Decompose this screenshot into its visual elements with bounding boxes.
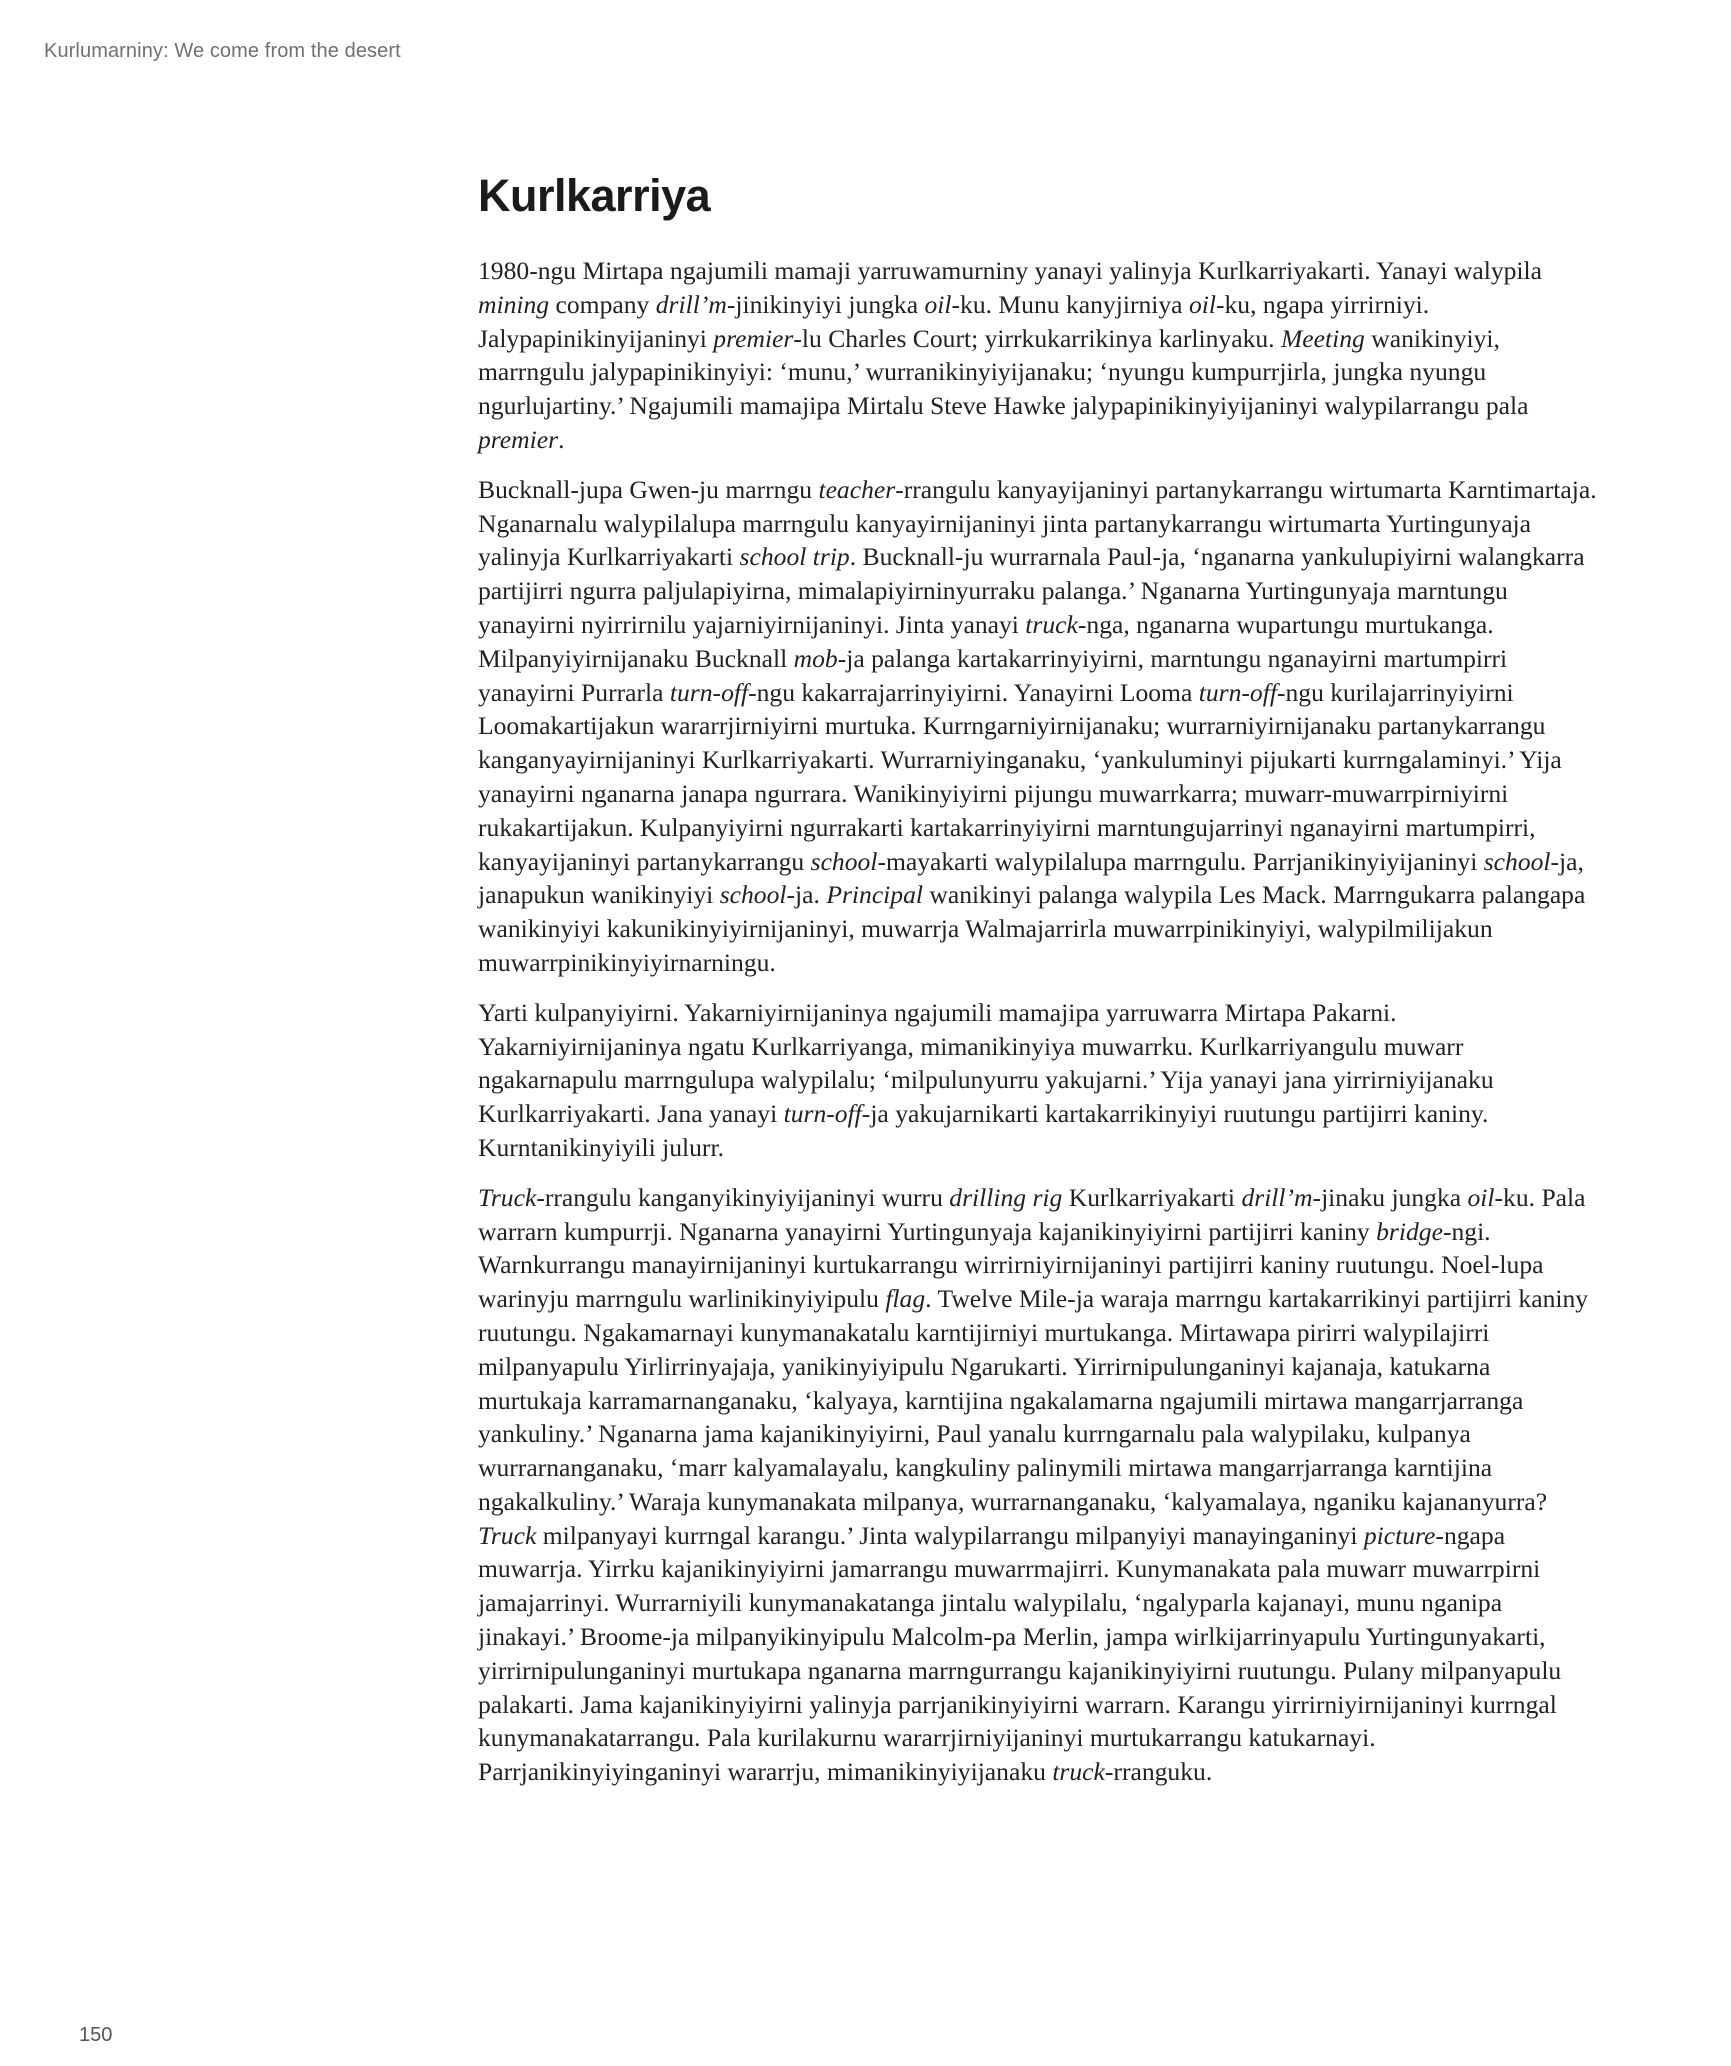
italic-term: premier [478, 424, 559, 454]
italic-term: oil [924, 289, 952, 319]
italic-term: mining [478, 289, 550, 319]
page-content [478, 168, 1598, 1805]
italic-term: teacher [818, 474, 896, 504]
italic-term: premier [713, 323, 794, 353]
italic-term: Truck [478, 1182, 537, 1212]
italic-term: oil [1188, 289, 1216, 319]
italic-term: drill’m [655, 289, 727, 319]
italic-term: turn-off [669, 677, 749, 707]
italic-term: drilling rig [949, 1182, 1063, 1212]
italic-term: Truck [478, 1520, 537, 1550]
italic-term: flag [885, 1284, 926, 1314]
italic-term: mob [793, 643, 838, 673]
italic-term: turn-off [783, 1099, 862, 1129]
italic-term: drill’m [1241, 1182, 1313, 1212]
body-paragraph: Yarti kulpanyiyirni. Yakarniyirnijaninya ngajumili mamajipa yarruwarra Mirtapa Pakarni. Yakarniyirnijaninya ngatu Kurlkarriyanga, mimanikinyiya muwarrku. Kurlkarriyangulu muwarr ngakarnapulu marrngulupa walypilalu; ‘milpulunyurru yakujarni.’ Yija yanayi jana yirrirniyijanaku Kurlkarriyakarti. Jana yanayi turn-off-ja yakujarnikarti kartakarrikinyiyi ruutungu partijirri kaniny. Kurntanikinyiyili julurr. [478, 997, 1494, 1162]
italic-term: Principal [826, 880, 923, 910]
chapter-title: Kurlkarriya [478, 170, 711, 221]
italic-term: school [810, 846, 878, 876]
italic-term: truck [1025, 609, 1078, 639]
italic-term: truck [1052, 1757, 1105, 1787]
italic-term: bridge [1376, 1216, 1443, 1246]
italic-term: school [719, 880, 787, 910]
italic-term: turn-off [1198, 677, 1277, 707]
body-paragraph: 1980-ngu Mirtapa ngajumili mamaji yarruwamurniny yanayi yalinyja Kurlkarriyakarti. Yanayi walypila mining company drill’m-jinikinyiyi jungka oil-ku. Munu kanyjirniya oil-ku, ngapa yirrirniyi. Jalypapinikinyijaninyi premier-lu Charles Court; yirrkukarrikinya karlinyaku. Meeting wanikinyiyi, marrngulu jalypapinikinyiyi: ‘munu,’ wurranikinyiyijanaku; ‘nyungu kumpurrjirla, jungka nyungu ngurlujartiny.’ Ngajumili mamajipa Mirtalu Steve Hawke jalypapinikinyiyijaninyi walypilarrangu pala premier. [478, 256, 1543, 454]
italic-term: school trip [739, 542, 850, 572]
italic-term: Meeting [1280, 323, 1365, 353]
italic-term: school [1483, 846, 1551, 876]
body-paragraph: Bucknall-jupa Gwen-ju marrngu teacher-rrangulu kanyayijaninyi partanykarrangu wirtumarta Karntimartaja. Nganarnalu walypilalupa marrngulu kanyayirnijaninyi jinta partanykarrangu wirtumarta Yurtingunyaja yalinyja Kurlkarriyakarti school trip. Bucknall-ju wurrarnala Paul-ja, ‘nganarna yankulupiyirni walangkarra partijirri ngurra paljulapiyirna, mimalapiyirninyurraku palanga.’ Nganarna Yurtingunyaja marntungu yanayirni nyirrirnilu yajarniyirnijaninyi. Jinta yanayi truck-nga, nganarna wupartungu murtukanga. Milpanyiyirnijanaku Bucknall mob-ja palanga kartakarrinyiyirni, marntungu nganayirni martumpirri yanayirni Purrarla turn-off-ngu kakarrajarrinyiyirni. Yanayirni Looma turn-off-ngu kurilajarrinyiyirni Loomakartijakun wararrjirniyirni murtuka. Kurrngarniyirnijanaku; wurrarniyirnijanaku partanykarrangu kanganyayirnijaninyi Kurlkarriyakarti. Wurrarniyinganaku, ‘yankuluminyi pijukarti kurrngalaminyi.’ Yija yanayirni nganarna janapa ngurrara. Wanikinyiyirni pijungu muwarrkarra; muwarr-muwarrpirniyirni rukakartijakun. Kulpanyiyirni ngurrakarti kartakarrinyiyirni marntungujarrinyi nganayirni martumpirri, kanyayijaninyi partanykarrangu school-mayakarti walypilalupa marrngulu. Parrjanikinyiyijaninyi school-ja, janapukun wanikinyiyi school-ja. Principal wanikinyi palanga walypila Les Mack. Marrngukarra palangapa wanikinyiyi kakunikinyiyirnijaninyi, muwarrja Walmajarrirla muwarrpinikinyiyi, walypilmilijakun muwarrpinikinyiyirnarningu. [478, 474, 1597, 977]
page-number: 150 [79, 2024, 113, 2046]
running-head: Kurlumarniny: We come from the desert [44, 40, 401, 62]
italic-term: picture [1363, 1520, 1436, 1550]
italic-term: oil [1467, 1182, 1495, 1212]
body-paragraph: Truck-rrangulu kanganyikinyiyijaninyi wurru drilling rig Kurlkarriyakarti drill’m-jinaku jungka oil-ku. Pala warrarn kumpurrji. Nganarna yanayirni Yurtingunyaja kajanikinyiyirni partijirri kaniny bridge-ngi. Warnkurrangu manayirnijaninyi kurtukarrangu wirrirniyirnijaninyi partijirri kaniny ruutungu. Noel-lupa warinyju marrngulu warlinikinyiyipulu flag. Twelve Mile-ja waraja marrngu kartakarrikinyi partijirri kaniny ruutungu. Ngakamarnayi kunymanakatalu karntijirniyi murtukanga. Mirtawapa pirirri walypilajirri milpanyapulu Yirlirrinyajaja, yanikinyiyipulu Ngarukarti. Yirrirnipulunganinyi kajanaja, katukarna murtukaja karramarnanganaku, ‘kalyaya, karntijina ngakalamarna ngajumili mirtawa mangarrjarranga yankuliny.’ Nganarna jama kajanikinyiyirni, Paul yanalu kurrngarnalu pala walypilaku, kulpanya wurrarnanganaku, ‘marr kalyamalayalu, kangkuliny palinymili mirtawa mangarrjarranga karntijina ngakalkuliny.’ Waraja kunymanakata milpanya, wurrarnanganaku, ‘kalyamalaya, nganiku kajananyurra? Truck milpanyayi kurrngal karangu.’ Jinta walypilarrangu milpanyiyi manayinganinyi picture-ngapa muwarrja. Yirrku kajanikinyiyirni jamarrangu muwarrmajirri. Kunymanakata pala muwarr muwarrpirni jamajarrinyi. Wurrarniyili kunymanakatanga jintalu walypilalu, ‘ngalyparla kajanayi, munu nganipa jinakayi.’ Broome-ja milpanyikinyipulu Malcolm-pa Merlin, jampa wirlkijarrinyapulu Yurtingunyakarti, yirrirnipulunganinyi murtukapa nganarna marrngurrangu kajanikinyiyirni ruutungu. Pulany milpanyapulu palakarti. Jama kajanikinyiyirni yalinyja parrjanikinyiyirni warrarn. Karangu yirrirniyirnijaninyi kurrngal kunymanakatarrangu. Pala kurilakurnu wararrjirniyijaninyi murtukarrangu katukarnayi. Parrjanikinyiyinganinyi wararrju, mimanikinyiyijanaku truck-rranguku. [478, 1182, 1589, 1787]
